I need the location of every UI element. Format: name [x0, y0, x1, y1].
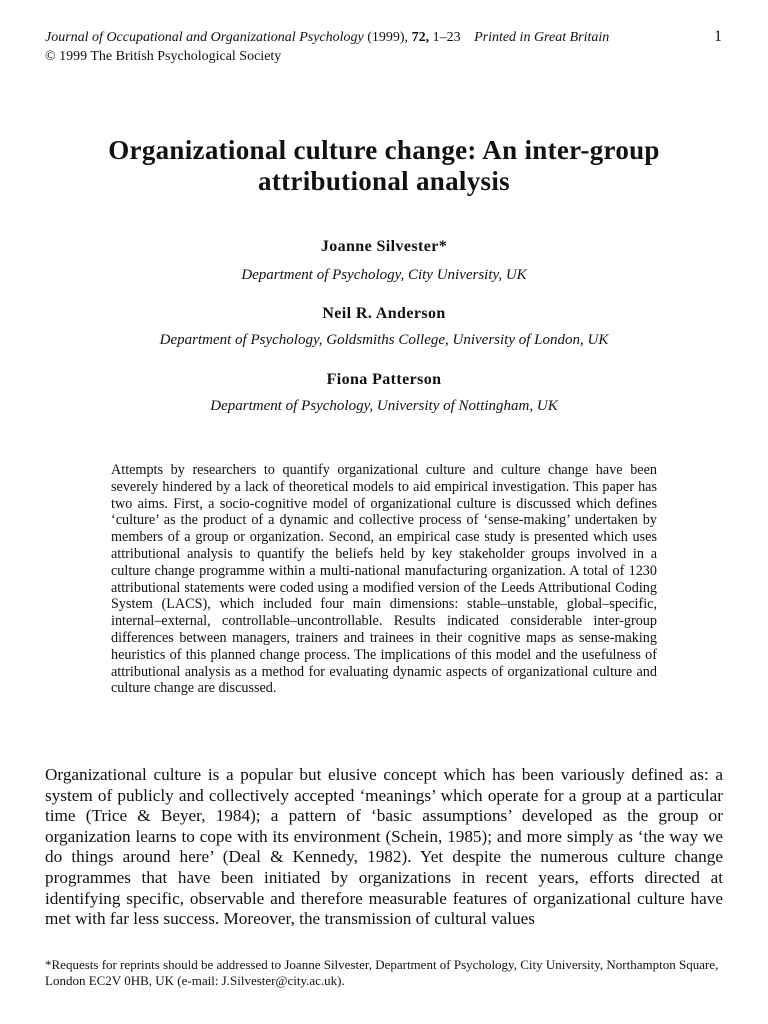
- printed-note: Printed in Great Britain: [474, 30, 610, 45]
- author-name: Fiona Patterson: [326, 371, 442, 388]
- author-affiliation: Department of Psychology, City University, UK: [241, 267, 527, 283]
- journal-pages: 1–23: [432, 30, 461, 45]
- page-number: 1: [714, 28, 722, 45]
- journal-header: [45, 28, 725, 66]
- footnote: *Requests for reprints should be addressed to Joanne Silvester, Department of Psychology, City University, Northampton Square, London EC2V 0HB, UK (e-mail: J.Silvester@city.ac.uk).: [45, 957, 719, 988]
- author-name: Joanne Silvester*: [320, 238, 448, 255]
- author-affiliation: Department of Psychology, Goldsmiths College, University of London, UK: [159, 332, 609, 348]
- journal-volume: 72,: [411, 30, 430, 45]
- citation-line: [45, 28, 725, 47]
- abstract: Attempts by researchers to quantify organizational culture and culture change have been severely hindered by a lack of theoretical models to aid empirical investigation. This paper has two aims. First, a socio-cognitive model of organizational culture is discussed which defines ‘culture’ as the product of a dynamic and collective process of ‘sense-making’ undertaken by members of a group or organization. Second, an empirical case study is presented which uses attributional analysis to quantify the beliefs held by key stakeholder groups involved in a culture change programme within a multi-national manufacturing organization. A total of 1230 attributional statements were coded using a modified version of the Leeds Attributional Coding System (LACS), which included four main dimensions: stable–unstable, global–specific, internal–external, controllable–uncontrollable. Results indicated considerable inter-group differences between managers, trainers and trainees in their cognitive maps as sense-making heuristics of this planned change process. The implications of this model and the usefulness of attributional analysis as a method for evaluating dynamic aspects of organizational culture and culture change are discussed.: [111, 462, 657, 697]
- journal-year: (1999),: [367, 30, 409, 45]
- body-paragraph: Organizational culture is a popular but elusive concept which has been variously defined as: a system of publicly and collectively accepted ‘meanings’ which operate for a group at a particular time (Trice & Beyer, 1984); a pattern of ‘basic assumptions’ developed as the group or organization learns to cope with its environment (Schein, 1985); and more simply as ‘the way we do things around here’ (Deal & Kennedy, 1982). Yet despite the numerous culture change programmes that have been initiated by organizations in recent years, efforts directed at identifying specific, observable and therefore measurable features of organizational culture have met with far less success. Moreover, the transmission of cultural values: [45, 765, 723, 929]
- copyright-line: © 1999 The British Psychological Society: [45, 49, 282, 64]
- author-affiliation: Department of Psychology, University of Nottingham, UK: [210, 398, 558, 414]
- article-title: Organizational culture change: An inter-group attributional analysis: [108, 135, 660, 196]
- journal-name: Journal of Occupational and Organizational Psychology: [45, 30, 364, 45]
- author-name: Neil R. Anderson: [322, 305, 446, 322]
